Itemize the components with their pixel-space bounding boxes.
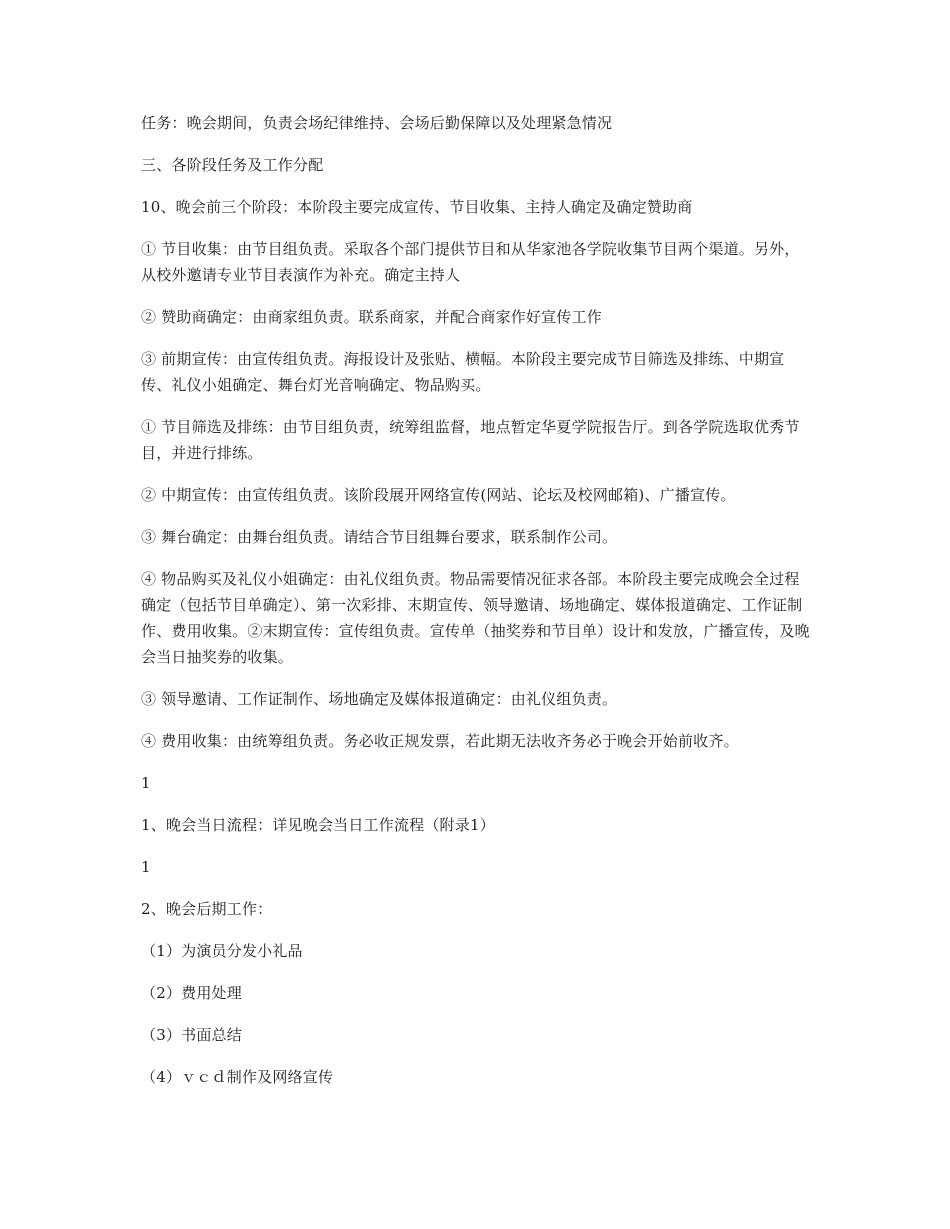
post-show-work-heading: 2、晚会后期工作： <box>141 900 273 918</box>
sponsor-confirmation: ② 赞助商确定：由商家组负责。联系商家，并配合商家作好宣传工作 <box>141 308 602 326</box>
show-day-process: 1、晚会当日流程：详见晚会当日工作流程（附录1） <box>141 816 495 834</box>
task-description: 任务：晚会期间，负责会场纪律维持、会场后勤保障以及处理紧急情况 <box>141 114 613 132</box>
stray-number: 1 <box>141 774 151 792</box>
mid-publicity: ② 中期宣传：由宣传组负责。该阶段展开网络宣传(网站、论坛及校网邮箱)、广播宣传。 <box>141 486 736 504</box>
purchase-and-etiquette: ④ 物品购买及礼仪小姐确定：由礼仪组负责。物品需要情况征求各部。本阶段主要完成晚会全过程确定（包括节目单确定）、第一次彩排、末期宣传、领导邀请、场地确定、媒体报道确定、工作证制作、费用收集。②末期宣传：宣传组负责。宣传单（抽奖券和节目单）设计和发放，广播宣传，及晚会当日抽奖券的收集。 <box>141 570 810 666</box>
leader-invitation: ③ 领导邀请、工作证制作、场地确定及媒体报道确定：由礼仪组负责。 <box>141 690 618 708</box>
stage-confirmation: ③ 舞台确定：由舞台组负责。请结合节目组舞台要求，联系制作公司。 <box>141 528 618 546</box>
pre-show-stages: 10、晚会前三个阶段：本阶段主要完成宣传、节目收集、主持人确定及确定赞助商 <box>141 198 693 216</box>
stray-number: 1 <box>141 858 151 876</box>
list-item: （2）费用处理 <box>141 984 242 1002</box>
section-heading-stages: 三、各阶段任务及工作分配 <box>141 156 324 174</box>
fee-collection: ④ 费用收集：由统筹组负责。务必收正规发票，若此期无法收齐务必于晚会开始前收齐。 <box>141 732 739 750</box>
list-item: （4）ｖｃｄ制作及网络宣传 <box>141 1068 334 1086</box>
list-item: （1）为演员分发小礼品 <box>141 942 303 960</box>
early-publicity: ③ 前期宣传：由宣传组负责。海报设计及张贴、横幅。本阶段主要完成节目筛选及排练、中期宣传、礼仪小姐确定、舞台灯光音响确定、物品购买。 <box>141 350 785 394</box>
list-item: （3）书面总结 <box>141 1026 242 1044</box>
program-collection: ① 节目收集：由节目组负责。采取各个部门提供节目和从华家池各学院收集节目两个渠道。另外，从校外邀请专业节目表演作为补充。确定主持人 <box>141 240 800 284</box>
program-selection: ① 节目筛选及排练：由节目组负责，统筹组监督，地点暂定华夏学院报告厅。到各学院选取优秀节目，并进行排练。 <box>141 418 800 462</box>
